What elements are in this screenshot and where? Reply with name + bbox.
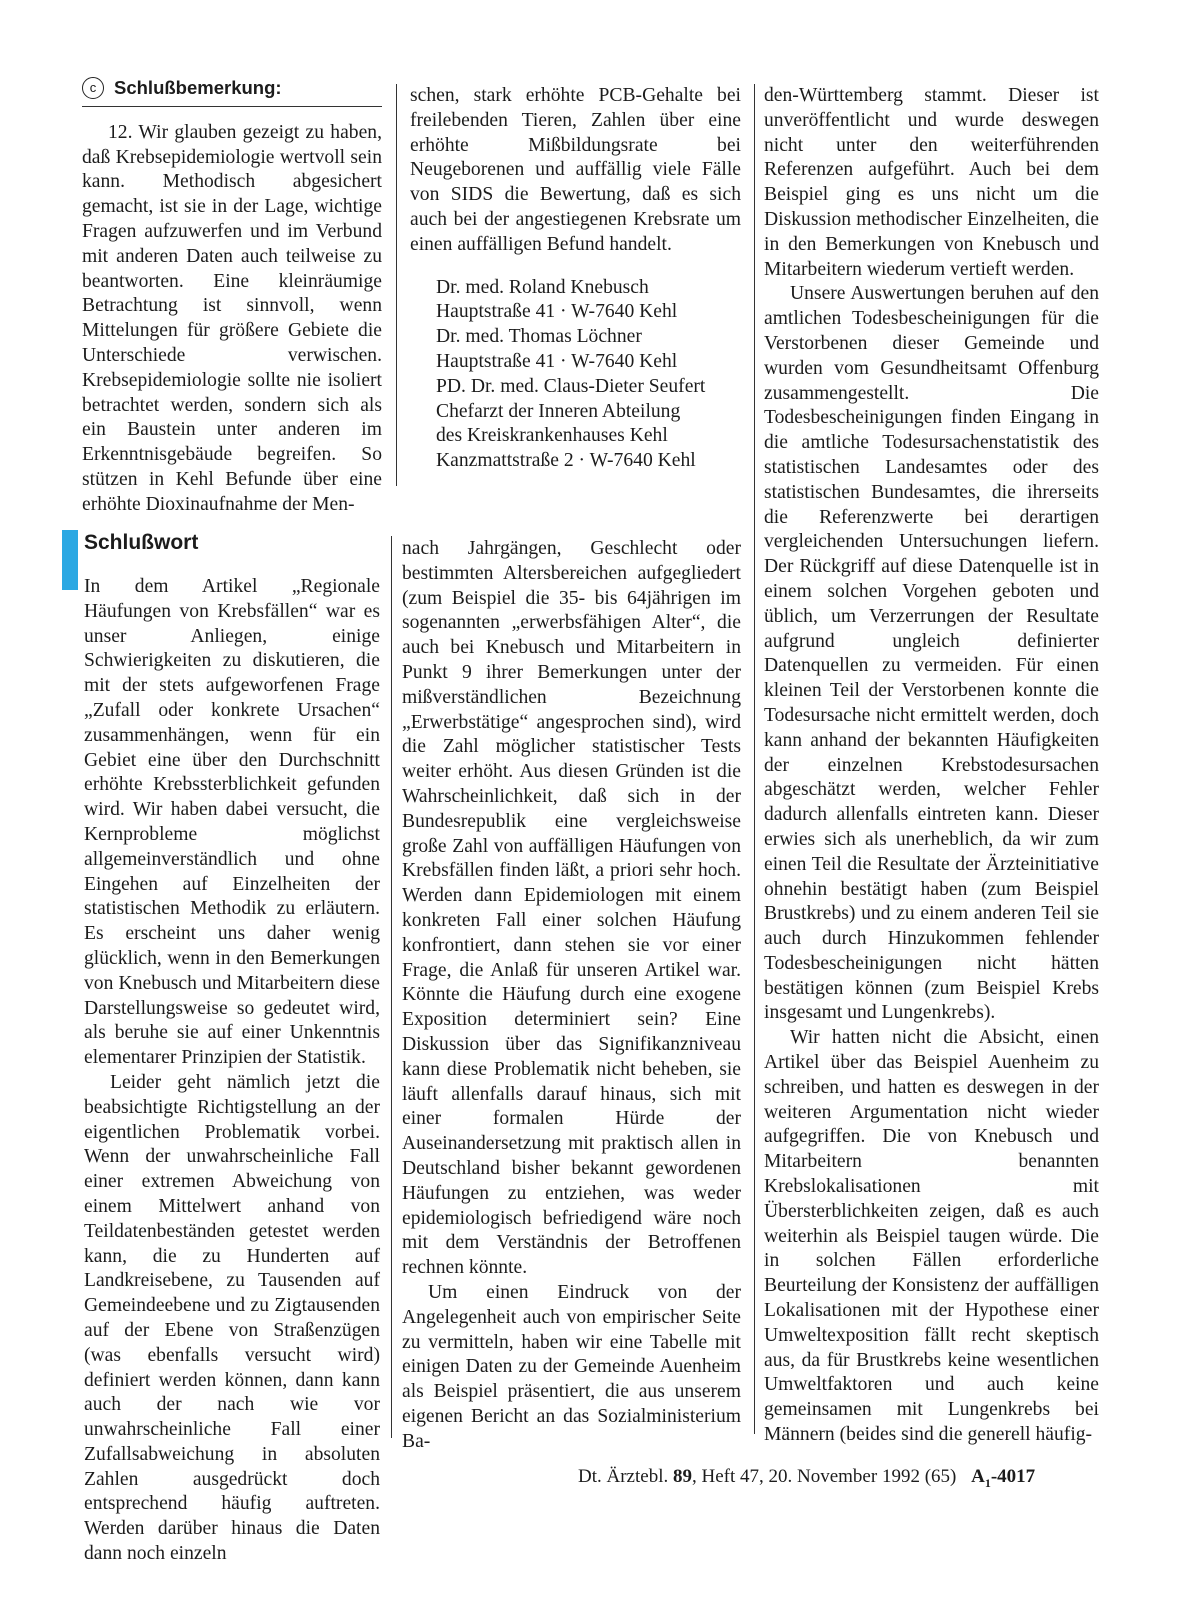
column-divider — [754, 84, 755, 1434]
author-name: PD. Dr. med. Claus-Dieter Seufert — [436, 375, 706, 397]
journal-volume: 89 — [672, 1466, 692, 1487]
author-name: Dr. med. Thomas Löchner — [436, 326, 642, 348]
section-c-heading — [82, 76, 382, 101]
page-number: $A_1-4017$ — [971, 1466, 1036, 1490]
page-footer — [578, 1466, 1035, 1491]
schlusswort-col2 — [402, 537, 741, 1454]
author-knebusch — [410, 276, 741, 326]
section-c — [82, 76, 382, 518]
col3-paragraph-1: den-Württemberg stammt. Dieser ist unveröffentlicht und wurde deswegen nicht unter den weiterführenden Referenzen aufgeführt. Auch bei dem Beispiel ging es uns nicht um die Diskussion methodischer Einzelheiten, die in den Bemerkungen von Knebusch und Mitarbeitern wiederum vertieft werden. — [764, 85, 1099, 280]
schlusswort-title: Schlußwort — [84, 531, 199, 554]
col2-top-paragraph: schen, stark erhöhte PCB-Gehalte bei freilebenden Tieren, Zahlen über eine erhöhte Mißbildungsrate bei Neugeborenen und auffällig viele Fälle von SIDS die Bewertung, daß es sich auch bei der angestiegenen Krebsrate um einen auffälligen Befund handelt. — [410, 85, 741, 255]
author-name: Dr. med. Roland Knebusch — [436, 276, 649, 298]
author-institution: des Kreiskrankenhauses Kehl — [436, 425, 668, 447]
column-divider — [396, 84, 397, 486]
author-address: Hauptstraße 41 · W-7640 Kehl — [436, 301, 678, 323]
heading-underline — [82, 106, 382, 107]
author-seufert — [410, 375, 741, 474]
section-c-paragraph: 12. Wir glauben gezeigt zu haben, daß Krebsepidemiologie wertvoll sein kann. Methodisch abgesichert gemacht, ist sie in der Lage, wichtige Fragen aufzuwerfen und im Verbund mit anderen Daten auch teilweise zu beantworten. Eine kleinräumige Betrachtung ist sinnvoll, wenn Mittelungen für größere Gebiete die Unterschiede verwischen. Krebsepidemiologie sollte nie isoliert betrachtet werden, sondern sich als ein Baustein unter anderen im Erkenntnisgebäude begreifen. So stützen in Kehl Befunde über eine erhöhte Dioxinaufnahme der Men- — [82, 121, 382, 515]
author-address: Hauptstraße 41 · W-7640 Kehl — [436, 350, 678, 372]
journal-name: Dt. Ärztebl. — [578, 1466, 669, 1487]
column-divider — [391, 536, 392, 1438]
author-position: Chefarzt der Inneren Abteilung — [436, 400, 681, 422]
col2-top — [410, 84, 741, 474]
schlusswort-col1 — [84, 575, 380, 1567]
accent-bar — [62, 530, 78, 590]
journal-issue: , Heft 47, 20. November 1992 (65) — [691, 1466, 957, 1487]
author-loechner — [410, 325, 741, 375]
schlusswort-paragraph-2: Leider geht nämlich jetzt die beabsichtigte Richtigstellung an der eigentlichen Problematik vorbei. Wenn der unwahrscheinliche Fall einer extremen Abweichung von einem Mittelwert anhand von Teildatenbeständen getestet werden kann, die zu Hunderten auf Landkreisebene, zu Tausenden auf Gemeindeebene und zu Zigtausenden auf der Ebene von Straßenzügen (was ebenfalls versucht wird) definiert werden können, dann kann auch der nach wie vor unwahrscheinliche Fall einer Zufallsabweichung in absoluten Zahlen ausgedrückt doch entsprechend häufig auftreten. Werden darüber hinaus die Daten dann noch einzeln — [84, 1071, 380, 1565]
col3-paragraph-3: Wir hatten nicht die Absicht, einen Artikel über das Beispiel Auenheim zu schreiben, und hatten es deswegen in der weiteren Argumentation nicht wieder aufgegriffen. Die von Knebusch und Mitarbeitern benannten Krebslokalisationen mit Übersterblichkeiten zeigen, daß es auch weiterhin als Beispiel taugen würde. Die in solchen Fällen erforderliche Beurteilung der Konsistenz der auffälligen Lokalisationen mit der Hypothese einer Umweltexposition fällt recht skeptisch aus, da für Brustkrebs keine wesentlichen Umweltfaktoren und auch keine gemeinsamen mit Lungenkrebs bei Männern (beides sind die generell häufig- — [764, 1027, 1099, 1446]
col3-paragraph-2: Unsere Auswertungen beruhen auf den amtlichen Todesbescheinigungen für die Verstorbenen dieser Gemeinde und wurden vom Gesundheitsamt Offenburg zusammengestellt. Die Todesbescheinigungen finden Eingang in die amtliche Todesursachenstatistik des statistischen Landesamtes oder des statistischen Bundesamtes, die ihrerseits die Referenzwerte bei derartigen vergleichenden Untersuchungen liefern. Der Rückgriff auf diese Datenquelle ist in einem solchen Vorgehen geboten und üblich, um Verzerrungen der Resultate aufgrund ungleich definierter Datenquellen zu vermeiden. Für einen kleinen Teil der Verstorbenen konnte die Todesursache nicht ermittelt werden, doch kann anhand der bekannten Häufigkeiten der einzelnen Krebstodesursachen abgeschätzt werden, welcher Fehler dadurch allenfalls eintreten kann. Dieser erwies sich als unerheblich, da wir zum einen Teil die Resultate der Ärzteinitiative ohnehin bestätigt haben (zum Beispiel Brustkrebs) und zu einem anderen Teil sie auch durch Hinzukommen fehlender Todesbescheinigungen nicht hätten bestätigen können (zum Beispiel Krebs insgesamt und Lungenkrebs). — [764, 283, 1099, 1024]
col3 — [764, 84, 1099, 1448]
author-address: Kanzmattstraße 2 · W-7640 Kehl — [436, 450, 696, 472]
section-c-title: Schlußbemerkung: — [114, 77, 282, 98]
section-marker-icon: c — [82, 77, 104, 99]
schlusswort-paragraph-3: nach Jahrgängen, Geschlecht oder bestimmten Altersbereichen aufgegliedert (zum Beispiel die 35- bis 64jährigen im sogenannten „erwerbsfähigen Alter“, die auch bei Knebusch und Mitarbeitern in Punkt 9 ihrer Bemerkungen unter der mißverständlichen Bezeichnung „Erwerbstätige“ angesprochen sind), wird die Zahl möglicher statistischer Tests weiter erhöht. Aus diesen Gründen ist die Wahrscheinlichkeit, daß sich in der Bundesrepublik eine vergleichsweise große Zahl von auffälligen Häufungen von Krebsfällen finden läßt, a priori sehr hoch. Werden dann Epidemiologen mit einem konkreten Fall einer solchen Häufung konfrontiert, dann stehen sie vor einer Frage, die Anlaß für unseren Artikel war. Könnte die Häufung durch eine exogene Exposition determiniert sein? Eine Diskussion über das Signifikanzniveau kann diese Problematik nicht beheben, sie läuft allenfalls darauf hinaus, sich mit einer formalen Hürde der Auseinandersetzung mit praktisch allen in Deutschland bisher bekannt gewordenen Häufungen zu entziehen, was weder epidemiologisch befriedigend wäre noch mit dem Verständnis der Betroffenen rechnen könnte. — [402, 538, 741, 1279]
schlusswort-paragraph-1: In dem Artikel „Regionale Häufungen von Krebsfällen“ war es unser Anliegen, einige Schwierigkeiten zu diskutieren, die mit der stets aufgeworfenen Frage „Zufall oder konkrete Ursachen“ zusammenhängen, wenn für ein Gebiet eine über den Durchschnitt erhöhte Krebssterblichkeit gefunden wird. Wir haben dabei versucht, die Kernprobleme möglichst allgemeinverständlich und ohne Eingehen auf Einzelheiten der statistischen Methodik zu erläutern. Es erscheint uns daher wenig glücklich, wenn in den Bemerkungen von Knebusch und Mitarbeitern diese Darstellungsweise so gedeutet wird, als beruhe sie auf einer Unkenntnis elementarer Prinzipien der Statistik. — [84, 576, 380, 1069]
schlusswort-paragraph-4: Um einen Eindruck von der Angelegenheit auch von empirischer Seite zu vermitteln, haben wir eine Tabelle mit einigen Daten zu der Gemeinde Auenheim als Beispiel präsentiert, die aus unserem eigenen Bericht an das Sozialministerium Ba- — [402, 1281, 741, 1452]
